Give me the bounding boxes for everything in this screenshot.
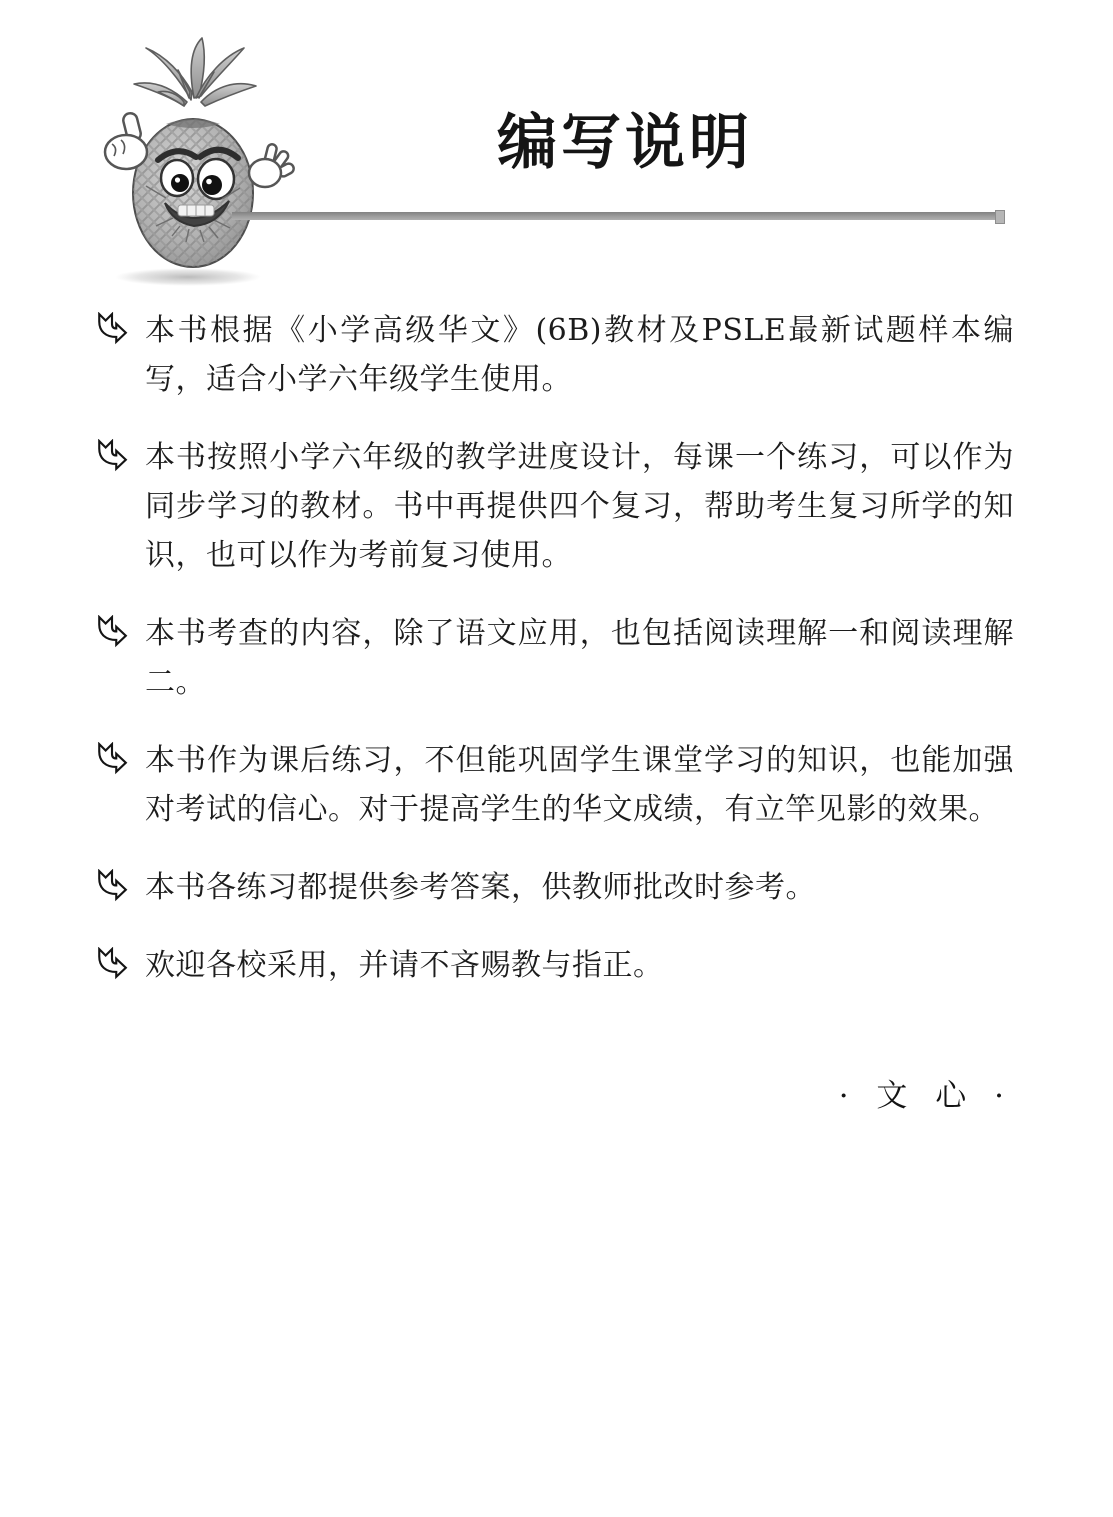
pineapple-mascot-icon [88,36,298,294]
list-item [95,433,1014,580]
page-title: 编写说明 [497,109,753,176]
list-item [95,863,1014,912]
list-item-text: 欢迎各校采用，并请不吝赐教与指正。 [145,948,664,983]
list-item [95,941,1014,990]
bent-arrow-icon [95,742,129,776]
list-item-text: 本书作为课后练习，不但能巩固学生课堂学习的知识，也能加强对考试的信心。对于提高学生的华文成绩，有立竿见影的效果。 [145,743,1014,827]
list-item-text: 本书按照小学六年级的教学进度设计，每课一个练习，可以作为同步学习的教材。书中再提供四个复习，帮助考生复习所学的知识，也可以作为考前复习使用。 [145,440,1014,573]
list-item-text: 本书考查的内容，除了语文应用，也包括阅读理解一和阅读理解二。 [145,616,1014,700]
bent-arrow-icon [95,869,129,903]
bent-arrow-icon [95,947,129,981]
list-item [95,736,1014,834]
notes-list [95,306,1014,1019]
list-item [95,306,1014,404]
bent-arrow-icon [95,439,129,473]
title-rule-end-cap [995,210,1005,224]
list-item [95,609,1014,707]
author-signature: · 文 心 · [838,1078,1013,1114]
bent-arrow-icon [95,615,129,649]
list-item-text: 本书根据《小学高级华文》(6B)教材及PSLE最新试题样本编写，适合小学六年级学生使用。 [145,313,1014,397]
bent-arrow-icon [95,312,129,346]
title-rule [232,212,1002,220]
list-item-text: 本书各练习都提供参考答案，供教师批改时参考。 [145,870,816,905]
